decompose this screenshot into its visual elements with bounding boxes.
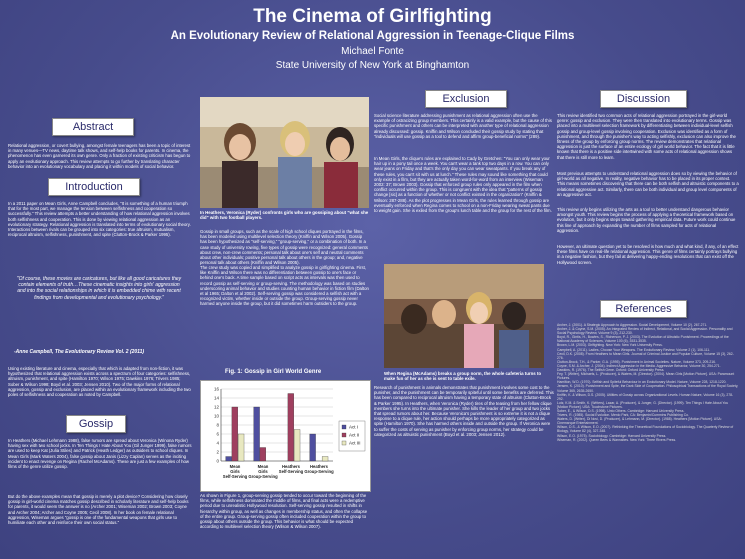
reference-item: Trivers, R. (1985). Social Evolution. Menlo Park, CA: Benjamin/Cummins Publishing Co. — [557, 413, 689, 418]
discussion-text-2: Most previous attempts to understand relational aggression does so by viewing the behavior of girl-world as all negative. In reality, negative behavior has to be placed in its proper context. This means sometimes discovering that there can be both selfish and altruistic components to a relational aggressive act. Similarly, there can be both individual and group level components of an aggressive act. — [557, 171, 739, 197]
y-tick-label: 14 — [213, 395, 219, 401]
legend-label: Act I — [349, 424, 359, 430]
x-tick-label: Heathers Group-Serving — [304, 464, 334, 474]
exclusion-text-3: Research of punishment in animals demonstrates that punishment involves some cost to the punisher, and the punishment can be temporarily spiteful until some benefits are deferred. This has been compared to reciprocal altruism having a temporary state of altruism (Clutton-Brock & Parker 1995). In Heathers, when Veronica (Ryder) tires of the teasing from her fellow clique members she turns into the ultimate punisher. She kills the leader of her group and two jocks that spread rumors about her. Because Veronica's punishment is so extreme it is not a clique response to a clique rule, her action should perhaps be more appropriately categorized as spite (Hamilton 1970). She has harmed others inside and outside the group. If Veronica were to suffer the costs of serving as punisher by enforcing group norms, her strategy could be categorized as altruistic punishment (Boyd et al. 2003; Jensen 2012). — [374, 385, 554, 437]
gossip-header: Gossip — [66, 415, 126, 433]
mean-girls-photo-illustration — [384, 264, 544, 368]
references-header: References — [600, 300, 687, 318]
reference-item: Boyd, R., Gintis, H., Bowles, S., Richerson, P. J. (2003). The Evolution of Altruistic Punishment. Proceedings of the National Academy of Sciences, Volume 100 (6), 3531-3535. — [557, 335, 729, 344]
y-tick-label: 0 — [216, 458, 219, 464]
chart-bar — [294, 430, 300, 462]
abstract-header: Abstract — [52, 118, 134, 136]
y-tick-label: 4 — [216, 440, 219, 446]
poster-subtitle: An Evolutionary Review of Relational Aggression in Teenage-Clique Films — [170, 30, 575, 42]
reference-item: Campbell, A. (2011). Ladies, Choose Your Weapons. The Evolutionary Review, Volume 2 (1), 106-111. — [557, 347, 711, 352]
y-tick-label: 2 — [216, 449, 219, 455]
exclusion-text-2: In Mean Girls, the clique's rules are explained to Cady by Gretchen: "You can only wear your hair up in a pony tail once a week. You can't wear a tank top two days in a row. You can only wear jeans on Friday and that's the only day you can wear sweatpants. If you break any of these rules, you can't sit with us at lunch." These rules may sound like something that could only exist in a film, but they are actually taken word-for-word from an interview (Wiseman 2002: 37; Brown 2003). Gossip that enforced group rules only appeared in the film when conflict occurred within the group. This is congruent with the idea that "patterns of gossip change [sic] as a function of whether or not conflict existed in the organization" (Kniffin & Wilson: 287-288). As the plot progresses in Mean Girls, the rules learned through gossip are eventually enforced when Regina comes to school on a non-Friday wearing sweat pants due to weight gain. She is exiled from the group's lunch table and the group for the rest of the film. — [374, 156, 552, 214]
x-tick-label: Mean Girls Group-Serving — [248, 464, 278, 479]
reference-item: Dawkins, R. (1976). The Selfish Gene. Oxford: Oxford University Press. — [557, 368, 665, 373]
reference-item: Hamilton, W.D. (1970). Selfish and Spiteful Behaviour in an Evolutionary Model. Nature, Volume 228, 1218-1220. — [557, 380, 727, 385]
affiliation: State University of New York at Binghamton — [275, 60, 470, 71]
reference-item: Wilson, E.O. (1975). Sociobiology. Cambridge: Harvard University Press. — [557, 433, 667, 438]
heathers-photo-illustration — [200, 97, 369, 208]
reference-item: Clutton-Brock, T.H., & Parker, G.A. (1995). Punishment in Animal Societies. Nature, Volume 373, 209-216. — [557, 359, 716, 364]
reference-item: Jensen, K. (2010). Punishment and Spite, the Dark Side of Cooperation. Philosophical Transactions of the Royal Society, Volume 365, 2635-2650. — [557, 384, 739, 393]
reference-item: Kniffin, K. & Wilson, D.S. (2005). Utilities of Gossip across Organizational Levels. Human Nature, Volume 16 (3), 278-292. — [557, 392, 734, 401]
author-name: Michael Fonte — [341, 46, 404, 57]
introduction-text: In a 2011 paper on Mean Girls, Anne Campbell concludes, "It is something of a human triumph that for the most part, we manage the tension between selfishness and cooperation so successfully." This review attempts a better understanding of how relational aggression involves both selfishness and cooperation. This is done by viewing relational aggression as an evolutionary strategy. Relational aggression is translated into terms of evolutionary social theory. Interactions between rivals can be grouped into six categories: true altruism, mutualism, reciprocal altruism, selfishness, punishment, and spite (Clutton-Brock & Parker 1995). — [8, 201, 191, 238]
chart-bar — [322, 457, 328, 462]
reference-item: Brown, L.M. (2003). Girlfighting. New York: New York University Press. — [557, 343, 663, 348]
chart-bar — [238, 434, 244, 461]
chart-title: Fig. 1: Gossip in Girl World Genre — [225, 369, 322, 375]
reference-item: Waters, D. (Writer), Di Novi, D. (Producer), & Lehmann, M. (Director). (1988). Heathers [Motion Picture]. USA: Cinemarque Entertainment. — [557, 417, 722, 426]
y-tick-label: 8 — [216, 422, 219, 428]
center-gossip-text-2: The crew study was copied and simplified to analyze gossip in girlfighting cinema. First, like Kniffin and Wilson there was no differentiation between gossip to one's face or behind one's back. A time sample based on script acts as intervals was then used to record gossip as self-serving or group-serving. The methodology was based on studies underscoring animal behavior and studies counting human behavior in fiction film (Dalton et al 1965; Dalton et al 2002). Self-serving gossip was considered a selfish act with a recognized victim, whether inside or outside the group. Group-serving gossip never harmed anyone inside the group, but it did sometimes harm outsiders to the group. — [200, 265, 369, 307]
reference-item: Archer, J. & Coyne, S.M. (2005). An Integrated Review of Indirect, Relational, and Social Aggression. Personality and Social Psychology Review, Volume 9 (3), 212-230. — [557, 327, 733, 336]
chart-bar — [310, 434, 316, 461]
campbell-quote: "Of course, these movies are caricatures, but like all good caricatures they contain elements of truth…These cinematic insights into girls' aggression and into the social relationships in which it is embedded chime with recent findings from developmental and evolutionary psychology." — [16, 276, 182, 301]
discussion-header: Discussion — [600, 90, 687, 108]
y-tick-label: 10 — [213, 413, 219, 419]
reference-item: Lutz, K.M. & Smith, K. (Writers), Lazar, A. (Producer), & Junger, G. (Director). (1999). Ten Things I Hate About You [Motion Picture]. USA: Touchstone Pictures. — [557, 400, 729, 409]
gossip-chart-svg — [201, 381, 370, 491]
introduction-header: Introduction — [48, 178, 140, 196]
x-tick-label: Mean Girls Self-Serving — [222, 464, 248, 479]
abstract-text: Relational aggression, or covert bullying, amongst female teenagers has been a topic of interest in many venues—TV news, daytime talk shows, and self-help books for parents. In cinema, the phenomenon has even garnered its own genre. Only a fraction of existing criticism has begun to apply an evolutionary approach. This review attempts to go further by translating character behavior into an evolutionary vocabulary and placing it within models of social behavior. — [8, 143, 191, 169]
discussion-text: This review identified two common acts of relational aggression portrayed in the girl-world genre: gossip and exclusion. They were then translated into evolutionary terms. Gossip was placed into a multilevel selection framework by differentiating between individual-level selfish gossip and group-level gossip involving cooperation. Exclusion was identified as a form of punishment, and through the punisher's way to acting selfishly, exclusion can also improve the fitness of the group by enforcing group norms. The review demonstrates that relational aggression is just the surface of an entire ecology of girl world behavior. The fact that it is little known that there is a positive side intertwined with some acts of relational aggression shows that there is still more to learn. — [557, 113, 736, 160]
reference-item: Cecil, D.K. (2008). From Heathers to Mean Girls. Journal of Criminal Justice and Popular Culture, Volume 15 (3), 262-276. — [557, 351, 734, 360]
exclusion-text: Social science literature addressing punishment as relational aggression often use the example of ostracizing group members. This certainly is a valid example, but the cause of this specific punishment and others can be interpreted with another type of relational aggression already discussed: gossip. Kniffin and Wilson concluded their gossip study by stating that "individuals will use gossip as a tool to defend and affirm group-beneficial norms" (289). — [374, 113, 552, 139]
y-tick-label: 16 — [213, 386, 219, 392]
poster-title: The Cinema of Girlfighting — [253, 6, 492, 27]
chart-bar — [260, 448, 266, 462]
chart-discussion-text: As shown in Figure 1, group-serving gossip tended to occur toward the beginning of the films, while selfishness dominated the middle of films, and final acts were a redemptive period due to unrealistic Hollywood resolution. Self-serving gossip resulted in shifts in hierarchy within group, as well as changes in membership status, and often the collapse of the entire group. Group-serving gossip often included cooperation within the group to gossip about others outside the group. This behavior is what should be expected according to multilevel selection theory (Wilson & Wilson 2007). — [200, 493, 368, 530]
reference-item: Fey, T. (Writer), Michaels, L. (Producer), & Waters, M. (Director). (2004). Mean Girls [Motion Picture]. USA: Paramount Pictures. — [557, 372, 735, 381]
references-list — [557, 323, 739, 555]
gossip-text: In Heathers (Michael Lehmann 1988), false rumors are spread about Veronica (Winona Ryder) having sex with two school jocks. In Ten Things I Hate About You (Gil Junger 1999), false rumors are used to keep Kat (Julia Stiles) and Patrick (Heath Ledger) as outsiders to school cliques. In Mean Girls (Mark Waters 2004), false gossip about Janis (Lizzy Caplan) serves as the inciting incident to enact revenge on Regina (Rachel McAdams). These are just a few examples of how films of the genre utilize gossip. — [8, 438, 192, 470]
reference-item: Sober, E., & Wilson, D.S. (1998). Unto Others. Cambridge: Harvard University Press. — [557, 408, 685, 413]
reference-item: Coyne, S.M. & Archer, J. (2004). Indirect Aggression in the Media. Aggressive Behavior, Volume 30, 254-271. — [557, 363, 721, 368]
quote-attribution: -Anne Campbell, The Evolutionary Review Vol. 2 (2011) — [14, 349, 145, 355]
y-tick-label: 6 — [216, 431, 219, 437]
chart-bar — [254, 407, 260, 461]
mean-girls-photo — [384, 264, 544, 368]
gossip-chart — [200, 380, 371, 492]
mean-girls-photo-caption: When Regina (McAdams) breaks a group norm, the whole cafeteria turns to make fun of her as she is sent to table exile. — [384, 371, 542, 382]
exclusion-header: Exclusion — [425, 90, 507, 108]
chart-bar — [288, 394, 294, 462]
center-gossip-text: Gossip in small groups, such as the scale of high school cliques portrayed in the films, has been modeled using multilevel selection theory (Kniffin and Wilson 2005). Gossip has been hypothesized as "self-serving," "group-serving," or a combination of both. In a case study of university rowing, five types of gossip were recognized: general comments about crew, non-crew comments; personal talk about one's self and neutral comments about other individuals; positive personal talk about others in the group; and, negative personal talk about others (Kniffin and Wilson 2005). — [200, 229, 368, 266]
reference-item: Wilson, D.S., & Wilson, E.O. (2007). Rethinking the Theoretical Foundations of Sociobiology. The Quarterly Review of Biology, Volume 82 (4), 327-348. — [557, 425, 734, 434]
legend-swatch — [342, 441, 346, 445]
reference-item: Wiseman, R. (2002). Queen Bees & Wannabes. New York: Three Rivers Press. — [557, 437, 677, 442]
introduction-text-2: Using existing literature and cinema, especially that which is adapted from non-fiction, it was hypothesized that relational aggression exists across a spectrum of four categories: selfishness, altruism, punishment, and spite (Hamilton 1970; Wilson 1975; Dawkins 1976; Trivers 1985; Sober & Wilson 1998; Boyd et al. 2003; Jensen 2010). Two of the major forms of relational aggression, gossip and exclusion, are placed within an evolutionary framework including the two poles of selfishness and cooperation as noted by Campbell. — [8, 366, 191, 398]
legend-label: Act III — [349, 440, 361, 446]
legend-swatch — [342, 425, 346, 429]
heathers-photo — [200, 97, 369, 208]
discussion-text-3: This review only begins utilizing the arts as a tool to better understand dangerous behavior amongst youth. This review begins the process of applying a theoretical framework based on evolution, but it only begins steps toward gathering empirical data. Future work could continue this line of approach by expanding the number of films sampled for acts of relational aggression. — [557, 207, 736, 233]
heathers-photo-caption: In Heathers, Veronica (Ryder) confronts girls who are gossiping about "what she did" with two football players. — [200, 210, 369, 221]
chart-bar — [226, 457, 232, 462]
chart-bar — [232, 407, 238, 461]
gossip-text-2: But do the above examples mean that gossip is merely a plot device? Considering how closely gossip in girl-world cinema matches gossip described in scholarly literature and self-help books for parents, it would seem the answer is no (Archer 2001; Wiseman 2002; Brown 2003; Coyne and Archer 2004; Archer and Coyne 2005; Cecil 2008). In her book on female relational aggression, Wiseman argues "gossip is one of the fundamental weapons that girls use to humiliate each other and reinforce their own social status." — [8, 494, 189, 526]
reference-item: Archer, J. (2001). A Strategic Approach to Aggression. Social Development, Volume 10 (2), 267-271. — [557, 323, 708, 327]
x-tick-label: Heathers Self-Serving — [278, 464, 304, 474]
legend-swatch — [342, 433, 346, 437]
discussion-text-4: However, an ultimate question yet to be resolved is how much and what kind, if any, of an effect these films have on real-life relational aggression. This genre of films certainly portrays bullying in a negative fashion, but they fail at delivering happy-ending resolutions that can exist off the Hollywood screen. — [557, 244, 739, 265]
legend-label: Act II — [349, 432, 360, 438]
y-tick-label: 12 — [213, 404, 219, 410]
